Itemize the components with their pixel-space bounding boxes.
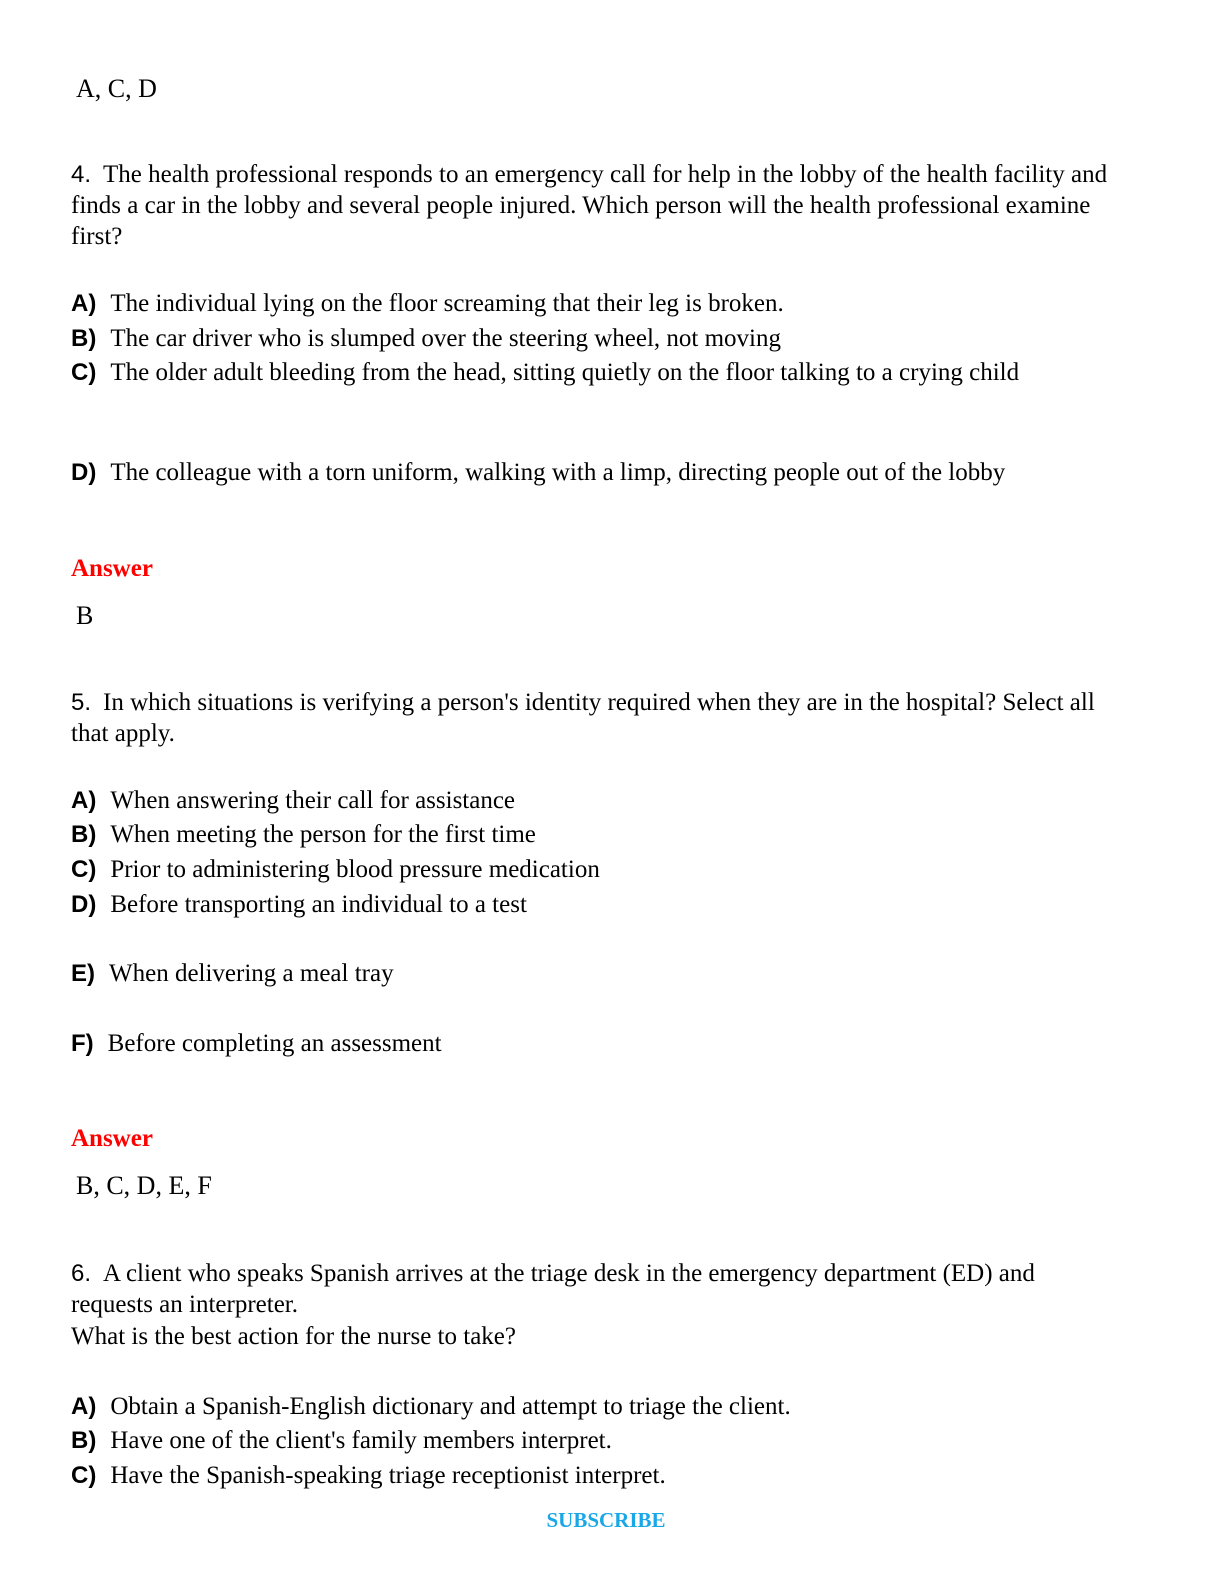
q5-option-c: [71, 854, 600, 885]
q5-answer-heading: Answer: [71, 1125, 153, 1152]
option-text: When answering their call for assistance: [110, 787, 516, 814]
question-6: [71, 1258, 1061, 1320]
q5-option-b: [71, 819, 536, 850]
q5-option-a: [71, 785, 515, 816]
q4-option-b: [71, 323, 781, 354]
question-5: [71, 687, 1111, 749]
option-text: When delivering a meal tray: [109, 960, 394, 987]
option-letter: C): [71, 856, 97, 883]
option-letter: A): [71, 290, 97, 317]
q4-answer-heading: Answer: [71, 555, 153, 582]
option-text: The car driver who is slumped over the steering wheel, not moving: [110, 325, 781, 352]
option-text: Before transporting an individual to a test: [110, 891, 527, 918]
question-6-prompt: What is the best action for the nurse to take?: [71, 1323, 516, 1350]
option-text: When meeting the person for the first time: [110, 821, 536, 848]
question-text: A client who speaks Spanish arrives at the triage desk in the emergency department (ED) and requests an interpreter.: [71, 1260, 1035, 1318]
option-letter: D): [71, 891, 97, 918]
option-letter: A): [71, 1393, 97, 1420]
option-letter: B): [71, 821, 97, 848]
q6-option-c: [71, 1460, 666, 1491]
subscribe-link[interactable]: SUBSCRIBE: [546, 1508, 666, 1532]
q4-answer-value: B: [76, 601, 94, 630]
question-number: 4.: [71, 161, 92, 188]
q6-option-b: [71, 1425, 612, 1456]
question-number: 5.: [71, 689, 92, 716]
option-text: Have one of the client's family members interpret.: [110, 1427, 612, 1454]
option-text: Prior to administering blood pressure medication: [110, 856, 600, 883]
question-text: In which situations is verifying a person's identity required when they are in the hospital? Select all that apply.: [71, 689, 1095, 747]
question-4: [71, 159, 1131, 252]
q4-option-d: [71, 457, 1005, 488]
previous-answer-value: A, C, D: [76, 74, 157, 103]
option-text: Have the Spanish-speaking triage receptionist interpret.: [110, 1462, 666, 1489]
q5-option-d: [71, 889, 527, 920]
q5-option-f: [71, 1028, 442, 1059]
q4-option-a: [71, 288, 784, 319]
option-letter: B): [71, 1427, 97, 1454]
option-text: Before completing an assessment: [107, 1030, 442, 1057]
option-text: The older adult bleeding from the head, sitting quietly on the floor talking to a crying child: [110, 359, 1020, 386]
option-letter: D): [71, 459, 97, 486]
option-text: The individual lying on the floor screaming that their leg is broken.: [110, 290, 784, 317]
q5-answer-value: B, C, D, E, F: [76, 1171, 212, 1200]
option-letter: F): [71, 1030, 94, 1057]
q5-option-e: [71, 958, 394, 989]
option-letter: B): [71, 325, 97, 352]
option-letter: A): [71, 787, 97, 814]
option-letter: C): [71, 359, 97, 386]
q6-option-a: [71, 1391, 791, 1422]
option-text: Obtain a Spanish-English dictionary and attempt to triage the client.: [110, 1393, 791, 1420]
question-text: The health professional responds to an emergency call for help in the lobby of the health facility and finds a car in the lobby and several people injured. Which person will the health professional examine first?: [71, 161, 1108, 250]
question-number: 6.: [71, 1260, 92, 1287]
option-text: The colleague with a torn uniform, walking with a limp, directing people out of the lobby: [110, 459, 1006, 486]
option-letter: C): [71, 1462, 97, 1489]
q4-option-c: [71, 357, 1071, 388]
option-letter: E): [71, 960, 95, 987]
